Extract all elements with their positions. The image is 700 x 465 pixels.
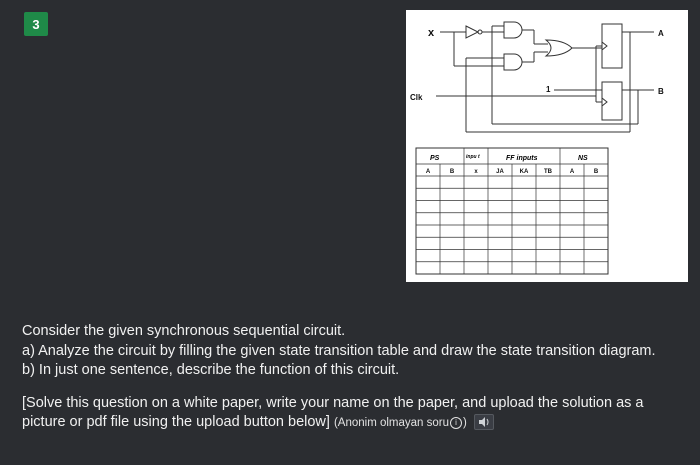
circuit-const-label: 1 <box>546 85 551 94</box>
table-column-header: A <box>425 169 431 175</box>
question-text <box>22 322 682 434</box>
question-number-badge[interactable]: 3 <box>24 12 48 36</box>
instruction-text <box>22 394 682 434</box>
question-paragraph-3: b) In just one sentence, describe the function of this circuit. <box>22 362 400 378</box>
table-group-input: inpu t <box>466 154 480 160</box>
table-group-ps: PS <box>430 155 440 162</box>
or-gate <box>546 40 572 56</box>
question-paragraph-2: a) Analyze the circuit by filling the given state transition table and draw the state transition diagram. <box>22 342 656 359</box>
table-column-header: TB <box>544 169 552 175</box>
not-gate <box>466 26 478 38</box>
instruction-body: [Solve this question on a white paper, write your name on the paper, and upload the solution as a picture or pdf file using the upload button below] <box>22 394 644 430</box>
table-column-header: B <box>449 169 455 175</box>
circuit-output-a: A <box>658 29 664 38</box>
anonymous-note: (Anonim olmayan soru i ) <box>333 417 467 429</box>
circuit-figure <box>406 10 688 282</box>
info-icon[interactable]: i <box>450 417 462 429</box>
jk-flip-flop <box>602 24 622 68</box>
table-column-header: x <box>474 169 478 175</box>
circuit-clock-label: Clk <box>410 93 423 102</box>
table-group-ns: NS <box>578 155 588 162</box>
question-paragraph-1: Consider the given synchronous sequential circuit. <box>22 323 346 339</box>
and-gate-1 <box>504 22 522 38</box>
speaker-icon[interactable] <box>474 414 494 430</box>
table-group-ff-inputs: FF inputs <box>506 155 538 162</box>
table-column-header: A <box>569 169 575 175</box>
circuit-input-label: x <box>428 27 435 39</box>
circuit-output-b: B <box>658 87 664 96</box>
table-column-header: KA <box>519 169 529 175</box>
circuit-diagram <box>406 10 688 282</box>
and-gate-2 <box>504 54 522 70</box>
state-table <box>416 148 608 274</box>
table-column-header: JA <box>496 169 504 175</box>
table-column-header: B <box>593 169 599 175</box>
